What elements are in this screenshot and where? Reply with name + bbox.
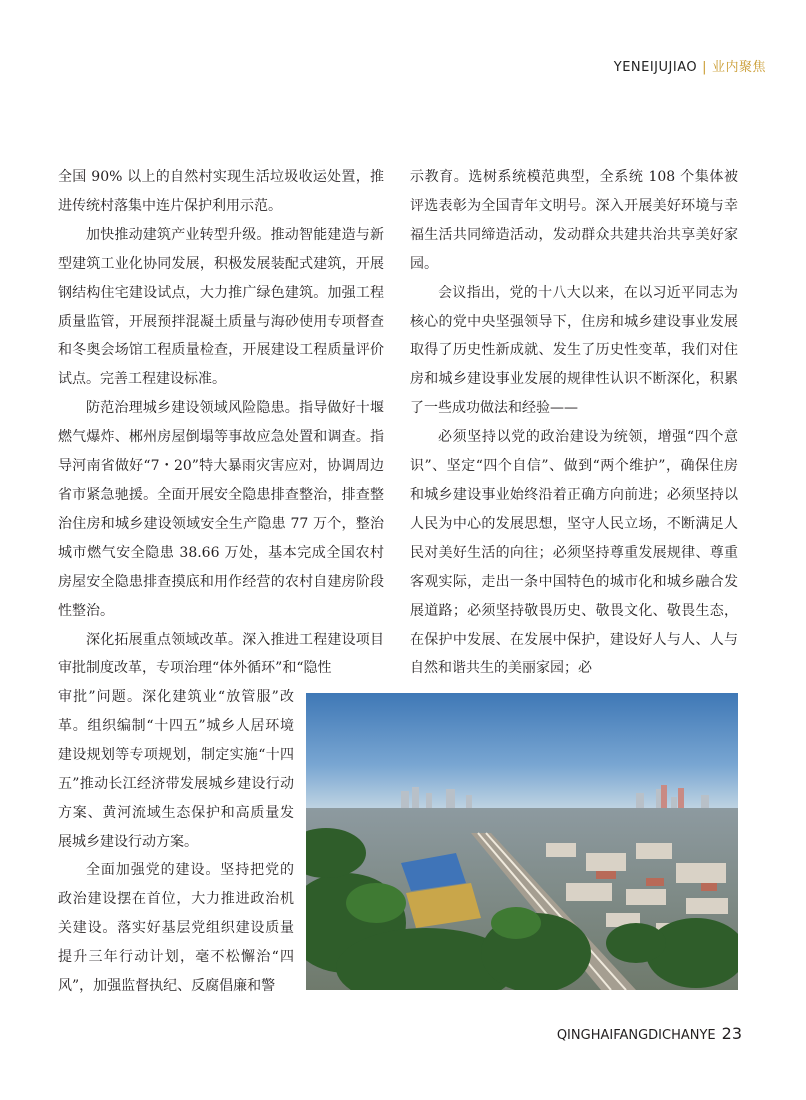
city-aerial-illustration [306, 693, 738, 990]
city-aerial-photo [306, 693, 738, 990]
left-column [58, 163, 384, 683]
page-number: 23 [721, 1024, 742, 1043]
paragraph: 防范治理城乡建设领域风险隐患。指导做好十堰燃气爆炸、郴州房屋倒塌等事故应急处置和调查。指导河南省做好“7・20”特大暴雨灾害应对，协调周边省市紧急驰援。全面开展安全隐患排查整治，排查整治住房和城乡建设领域安全生产隐患 77 万个，整治城市燃气安全隐患 38.66 万处，基本完成全国农村房屋安全隐患排查摸底和用作经营的农村自建房阶段性整治。 [58, 400, 384, 619]
page-footer [557, 1024, 742, 1043]
paragraph: 审批”问题。深化建筑业“放管服”改革。组织编制“十四五”城乡人居环境建设规划等专项规划，制定实施“十四五”推动长江经济带发展城乡建设行动方案、黄河流域生态保护和高质量发展城乡建设行动方案。 [58, 689, 294, 850]
paragraph: 全国 90% 以上的自然村实现生活垃圾收运处置，推进传统村落集中连片保护利用示范。 [58, 169, 384, 214]
paragraph: 深化拓展重点领域改革。深入推进工程建设项目审批制度改革，专项治理“体外循环”和“隐性 [58, 631, 384, 677]
footer-publication: QINGHAIFANGDICHANYE [556, 1028, 716, 1043]
left-narrow-column [58, 683, 294, 1001]
paragraph: 必须坚持以党的政治建设为统领，增强“四个意识”、坚定“四个自信”、做到“两个维护”，确保住房和城乡建设事业始终沿着正确方向前进；必须坚持以人民为中心的发展思想，坚守人民立场，不断满足人民对美好生活的向往；必须坚持尊重发展规律、尊重客观实际，走出一条中国特色的城市化和城乡融合发展道路；必须坚持敬畏历史、敬畏文化、敬畏生态，在保护中发展、在发展中保护，建设好人与人、人与自然和谐共生的美丽家园；必 [410, 429, 738, 677]
header-section: 业内聚焦 [711, 60, 766, 75]
running-header [614, 56, 766, 75]
paragraph: 全面加强党的建设。坚持把党的政治建设摆在首位，大力推进政治机关建设。落实好基层党组织建设质量提升三年行动计划，毫不松懈治“四风”，加强监督执纪、反腐倡廉和警 [58, 862, 294, 995]
header-separator: | [702, 60, 707, 75]
paragraph: 会议指出，党的十八大以来，在以习近平同志为核心的党中央坚强领导下，住房和城乡建设事业发展取得了历史性新成就、发生了历史性变革，我们对住房和城乡建设事业发展的规律性认识不断深化，积累了一些成功做法和经验—— [410, 284, 738, 417]
header-brand: YENEIJUJIAO [613, 60, 698, 75]
paragraph: 加快推动建筑产业转型升级。推动智能建造与新型建筑工业化协同发展，积极发展装配式建筑，开展钢结构住宅建设试点，大力推广绿色建筑。加强工程质量监管，开展预拌混凝土质量与海砂使用专项督查和冬奥会场馆工程质量检查，开展建设工程质量评价试点。完善工程建设标准。 [58, 226, 384, 388]
right-column [410, 163, 738, 683]
paragraph: 示教育。选树系统模范典型，全系统 108 个集体被评选表彰为全国青年文明号。深入开展美好环境与幸福生活共同缔造活动，发动群众共建共治共享美好家园。 [410, 169, 738, 272]
